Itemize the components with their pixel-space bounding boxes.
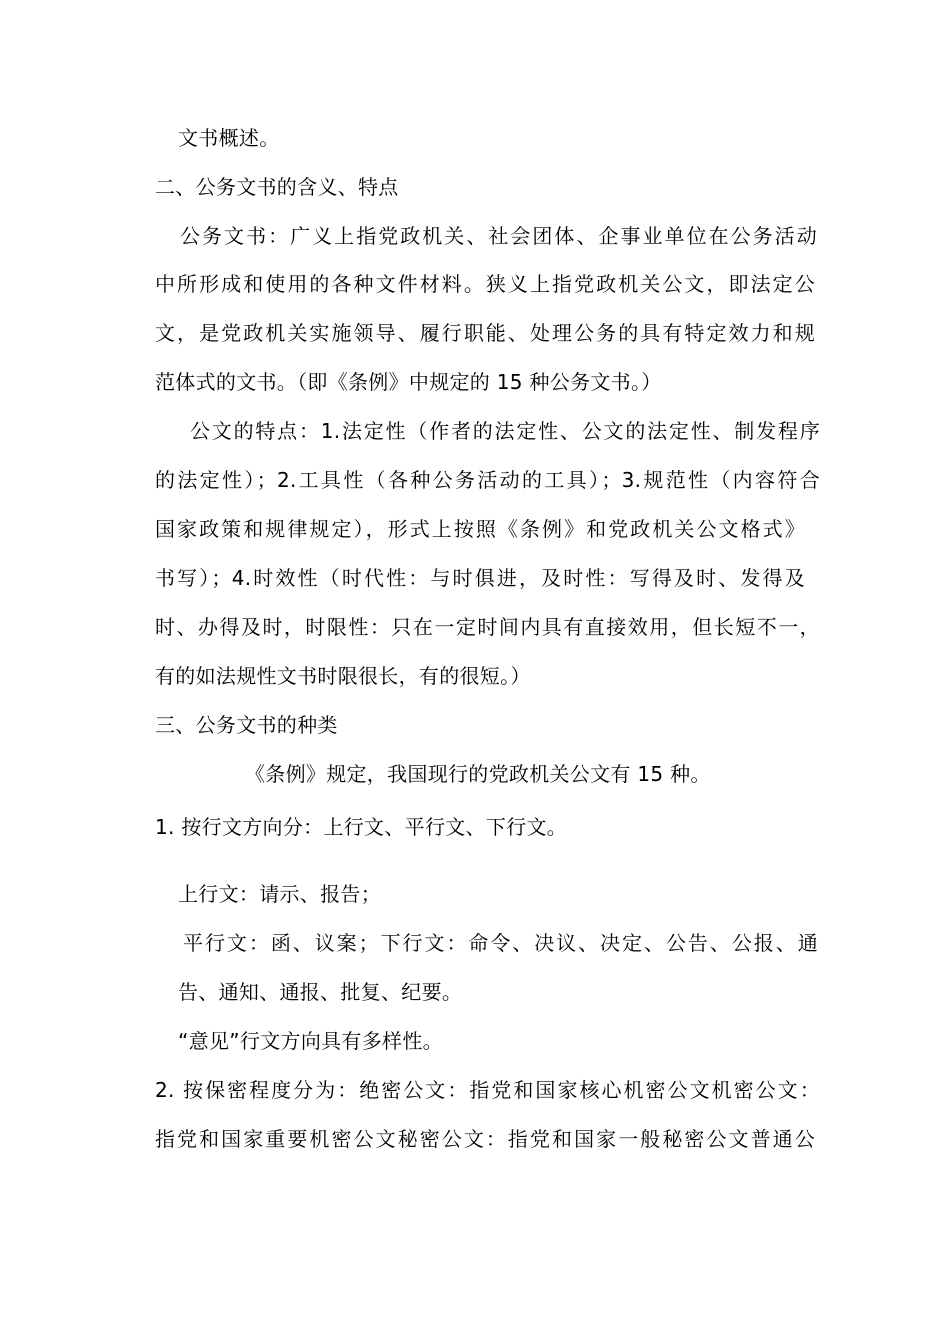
text-line: 公务文书：广义上指党政机关、社会团体、企事业单位在公务活动 — [180, 224, 817, 248]
text-line: 范体式的文书。（即《条例》中规定的 15 种公务文书。） — [155, 370, 662, 394]
text-line: 上行文：请示、报告； — [178, 882, 381, 906]
text-line: 指党和国家重要机密公文秘密公文：指党和国家一般秘密公文普通公 — [155, 1127, 815, 1151]
text-line: 《条例》规定，我国现行的党政机关公文有 15 种。 — [245, 762, 711, 786]
list-item: 2. 按保密程度分为：绝密公文：指党和国家核心机密公文机密公文： — [155, 1078, 820, 1102]
text-line: 文书概述。 — [178, 126, 280, 150]
text-line: 告、通知、通报、批复、纪要。 — [178, 980, 463, 1004]
text-line: 公文的特点：1.法定性（作者的法定性、公文的法定性、制发程序 — [190, 419, 820, 443]
text-line: 平行文：函、议案；下行文：命令、决议、决定、公告、公报、通 — [183, 931, 818, 955]
section-heading: 二、公务文书的含义、特点 — [155, 175, 399, 199]
text-line: 的法定性）；2.工具性（各种公务活动的工具）；3.规范性（内容符合 — [155, 468, 820, 492]
text-line: 文，是党政机关实施领导、履行职能、处理公务的具有特定效力和规 — [155, 321, 815, 345]
text-line: 中所形成和使用的各种文件材料。狭义上指党政机关公文，即法定公 — [155, 272, 815, 296]
text-line: “意见”行文方向具有多样性。 — [178, 1029, 443, 1053]
list-item: 1. 按行文方向分：上行文、平行文、下行文。 — [155, 815, 568, 839]
text-line: 有的如法规性文书时限很长，有的很短。） — [155, 664, 531, 688]
text-line: 国家政策和规律规定），形式上按照《条例》和党政机关公文格式》 — [155, 517, 805, 541]
section-heading: 三、公务文书的种类 — [155, 713, 338, 737]
text-line: 时、办得及时，时限性：只在一定时间内具有直接效用，但长短不一， — [155, 615, 820, 639]
text-line: 书写）；4.时效性（时代性：与时俱进，及时性：写得及时、发得及 — [155, 566, 805, 590]
